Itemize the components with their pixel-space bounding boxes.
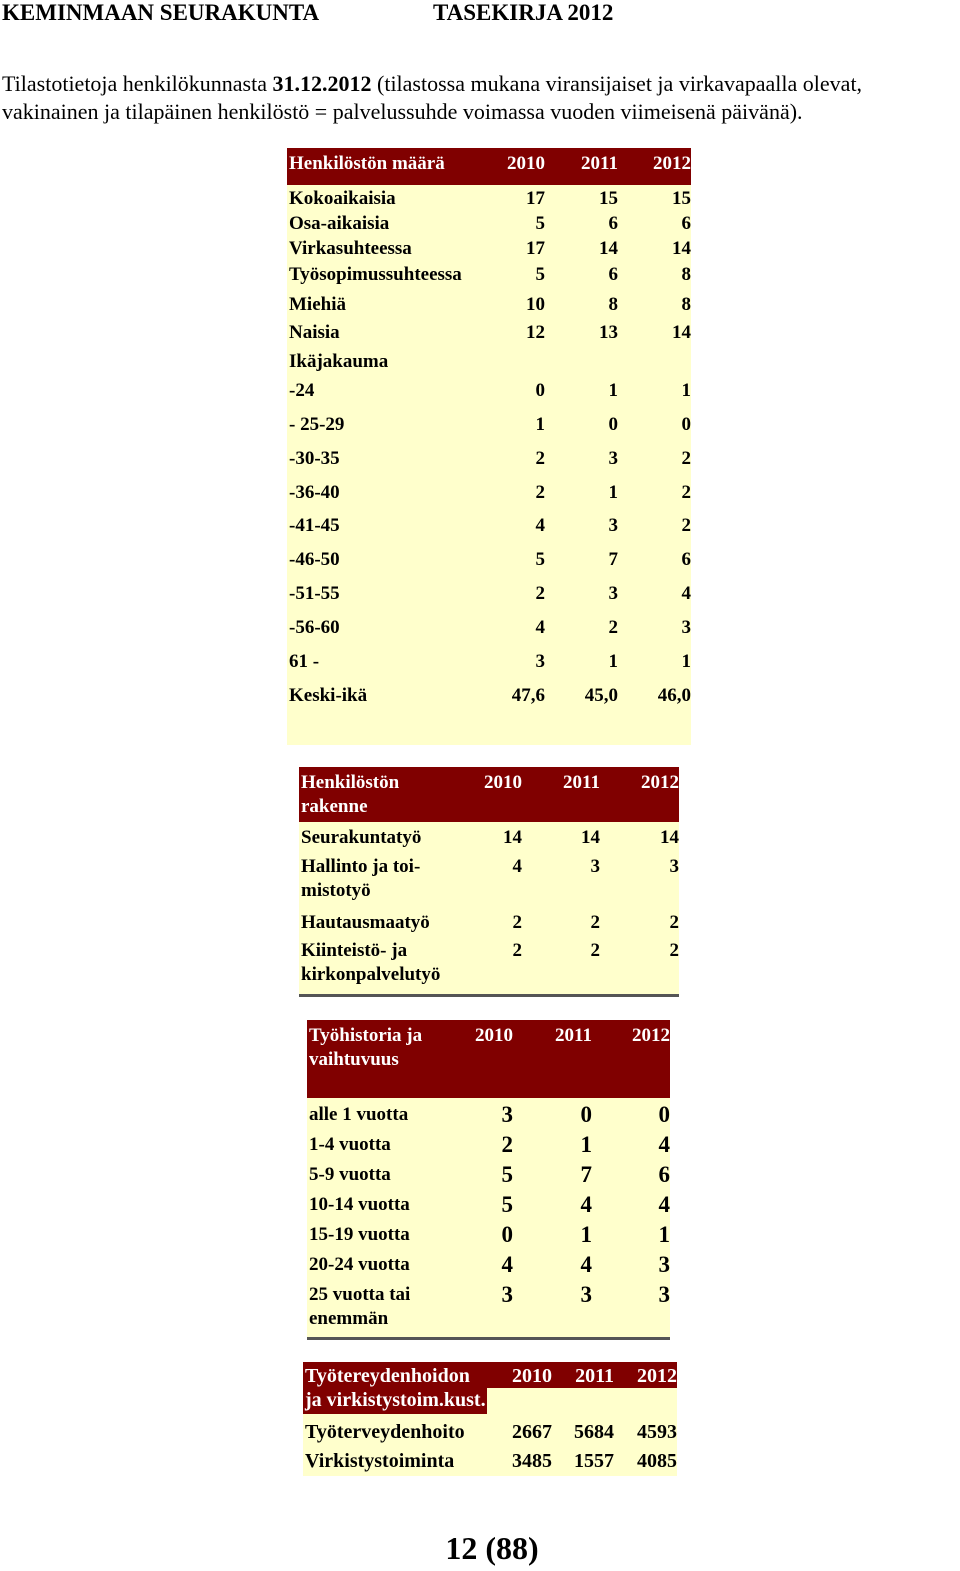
value-2011: 3 xyxy=(608,448,618,469)
row-label-line1: alle 1 vuotta xyxy=(309,1104,409,1125)
value-2011: 14 xyxy=(599,238,618,259)
value-2012: 6 xyxy=(681,549,691,570)
value-2010: 2 xyxy=(512,940,522,961)
row-label: -30-35 xyxy=(289,448,340,469)
occupational-health-title-line1: Työtereydenhoidon xyxy=(305,1365,470,1387)
row-label-line2: mistotyö xyxy=(301,880,371,901)
value-2012: 2 xyxy=(681,482,691,503)
work-history-table xyxy=(307,1020,670,1340)
value-2012: 3 xyxy=(681,617,691,638)
table-bottom-rule xyxy=(307,1337,670,1340)
value-2011: 3 xyxy=(608,515,618,536)
value-2011: 4 xyxy=(580,1192,592,1217)
row-label: -46-50 xyxy=(289,549,340,570)
intro-paragraph xyxy=(2,70,952,126)
value-2010: 1 xyxy=(535,414,545,435)
table-row xyxy=(287,188,691,212)
value-2010: 4 xyxy=(535,515,545,536)
value-2011: 3 xyxy=(590,856,600,877)
row-label: Keski-ikä xyxy=(289,685,368,706)
table-row xyxy=(287,414,691,438)
value-2012: 8 xyxy=(681,294,691,315)
table-row xyxy=(287,351,691,375)
intro-text-end: (tilastossa mukana viransijaiset ja virkavapaalla olevat, vakinainen ja tilapäinen henkilöstö = palvelussuhde voimassa vuoden viimeisenä päivänä). xyxy=(2,71,863,124)
value-2010: 3 xyxy=(501,1282,513,1307)
value-2011: 4 xyxy=(580,1252,592,1277)
row-label: Virkistystoiminta xyxy=(305,1450,455,1472)
year-2012-header: 2012 xyxy=(653,153,691,174)
value-2011: 13 xyxy=(599,322,618,343)
value-2010: 2 xyxy=(512,912,522,933)
value-2012: 2 xyxy=(681,515,691,536)
value-2011: 15 xyxy=(599,188,618,209)
value-2010: 5 xyxy=(501,1162,513,1187)
table-row xyxy=(287,651,691,675)
work-history-title-line1: Työhistoria ja xyxy=(309,1025,423,1046)
row-label-line1: 1-4 vuotta xyxy=(309,1134,391,1155)
year-2011-header: 2011 xyxy=(563,772,600,793)
value-2011: 2 xyxy=(590,912,600,933)
value-2011: 3 xyxy=(580,1282,592,1307)
row-label: -36-40 xyxy=(289,482,340,503)
page-number: 12 (88) xyxy=(445,1530,539,1566)
row-label-line1: Seurakuntatyö xyxy=(301,827,422,848)
row-label: -24 xyxy=(289,380,315,401)
intro-date: 31.12.2012 xyxy=(272,71,372,96)
row-label: Naisia xyxy=(289,322,340,343)
value-2012: 15 xyxy=(672,188,691,209)
row-label: Osa-aikaisia xyxy=(289,213,390,234)
row-label: -56-60 xyxy=(289,617,340,638)
year-2010-header: 2010 xyxy=(484,772,522,793)
value-2012: 2 xyxy=(681,448,691,469)
row-label-line1: Hallinto ja toi- xyxy=(301,856,421,877)
value-2010: 4 xyxy=(501,1252,513,1277)
row-label: -51-55 xyxy=(289,583,340,604)
value-2011: 1 xyxy=(580,1222,592,1247)
table-row xyxy=(287,264,691,288)
value-2012: 4085 xyxy=(637,1450,677,1472)
value-2010: 5 xyxy=(535,213,545,234)
table-row xyxy=(287,482,691,506)
value-2012: 3 xyxy=(658,1252,670,1277)
document-title: TASEKIRJA 2012 xyxy=(433,0,614,25)
value-2010: 3485 xyxy=(512,1450,552,1472)
row-label-line1: Hautausmaatyö xyxy=(301,912,430,933)
value-2011: 1 xyxy=(608,651,618,672)
staff-structure-header xyxy=(299,767,679,822)
value-2011: 14 xyxy=(581,827,600,848)
table-row xyxy=(287,322,691,346)
value-2012: 3 xyxy=(658,1282,670,1307)
staff-structure-table xyxy=(299,767,679,997)
occupational-health-table xyxy=(303,1362,677,1476)
value-2012: 1 xyxy=(658,1222,670,1247)
table-row xyxy=(287,549,691,573)
value-2010: 47,6 xyxy=(511,685,545,706)
value-2011: 1 xyxy=(580,1132,592,1157)
value-2012: 6 xyxy=(681,213,691,234)
row-label: Kokoaikaisia xyxy=(289,188,396,209)
value-2012: 14 xyxy=(672,238,691,259)
year-2012-header: 2012 xyxy=(641,772,679,793)
value-2011: 3 xyxy=(608,583,618,604)
work-history-header xyxy=(307,1020,670,1098)
year-2011-header: 2011 xyxy=(575,1365,614,1387)
value-2012: 2 xyxy=(669,912,679,933)
value-2011: 6 xyxy=(608,264,618,285)
table-row xyxy=(287,213,691,237)
org-name: KEMINMAAN SEURAKUNTA xyxy=(2,0,320,25)
row-label: -41-45 xyxy=(289,515,340,536)
table-row xyxy=(287,583,691,607)
value-2010: 14 xyxy=(503,827,522,848)
value-2012: 4 xyxy=(658,1192,670,1217)
value-2012: 0 xyxy=(658,1102,670,1127)
row-label-line1: 20-24 vuotta xyxy=(309,1254,410,1275)
value-2010: 3 xyxy=(501,1102,513,1127)
value-2011: 7 xyxy=(580,1162,592,1187)
staff-count-table xyxy=(287,148,691,745)
staff-count-title: Henkilöstön määrä xyxy=(289,153,445,174)
value-2010: 3 xyxy=(535,651,545,672)
value-2010: 2 xyxy=(535,482,545,503)
row-label: Virkasuhteessa xyxy=(289,238,412,259)
value-2010: 5 xyxy=(535,264,545,285)
intro-text-start: Tilastotietoja henkilökunnasta xyxy=(2,71,273,96)
table-row xyxy=(287,380,691,404)
row-label-line1: 5-9 vuotta xyxy=(309,1164,391,1185)
row-label: Työsopimussuhteessa xyxy=(289,264,462,285)
row-label-line1: Kiinteistö- ja xyxy=(301,940,408,961)
year-2011-header: 2011 xyxy=(555,1025,592,1046)
value-2011: 8 xyxy=(608,294,618,315)
staff-count-header xyxy=(287,148,691,185)
row-label: Työterveydenhoito xyxy=(305,1421,465,1443)
year-2012-header: 2012 xyxy=(632,1025,670,1046)
table-row xyxy=(287,685,691,709)
year-2010-header: 2010 xyxy=(475,1025,513,1046)
value-2010: 4 xyxy=(535,617,545,638)
value-2010: 12 xyxy=(526,322,545,343)
value-2011: 45,0 xyxy=(584,685,618,706)
table-row xyxy=(287,294,691,318)
row-label-line2: kirkonpalvelutyö xyxy=(301,964,441,985)
value-2012: 3 xyxy=(669,856,679,877)
value-2011: 2 xyxy=(608,617,618,638)
value-2010: 17 xyxy=(526,238,545,259)
value-2012: 8 xyxy=(681,264,691,285)
value-2011: 7 xyxy=(608,549,618,570)
year-2010-header: 2010 xyxy=(512,1365,552,1387)
value-2012: 14 xyxy=(672,322,691,343)
occupational-health-title-line2: ja virkistystoim.kust. xyxy=(305,1389,486,1411)
value-2012: 2 xyxy=(669,940,679,961)
staff-structure-title-line2: rakenne xyxy=(301,796,368,817)
row-label-line1: 15-19 vuotta xyxy=(309,1224,410,1245)
value-2011: 5684 xyxy=(574,1421,614,1443)
value-2012: 46,0 xyxy=(657,685,691,706)
row-label: 61 - xyxy=(289,651,320,672)
value-2012: 1 xyxy=(681,651,691,672)
row-label: Ikäjakauma xyxy=(289,351,389,372)
table-bottom-rule xyxy=(299,994,679,997)
value-2010: 5 xyxy=(501,1192,513,1217)
row-label-line1: 10-14 vuotta xyxy=(309,1194,410,1215)
value-2011: 1557 xyxy=(574,1450,614,1472)
value-2010: 0 xyxy=(501,1222,513,1247)
table-row xyxy=(287,515,691,539)
value-2012: 1 xyxy=(681,380,691,401)
value-2010: 2 xyxy=(535,583,545,604)
value-2012: 14 xyxy=(660,827,679,848)
value-2010: 2 xyxy=(501,1132,513,1157)
value-2011: 0 xyxy=(580,1102,592,1127)
row-label: Miehiä xyxy=(289,294,346,315)
table-row xyxy=(287,238,691,262)
row-label-line1: 25 vuotta tai xyxy=(309,1284,411,1305)
value-2010: 2667 xyxy=(512,1421,552,1443)
value-2011: 2 xyxy=(590,940,600,961)
value-2012: 4593 xyxy=(637,1421,677,1443)
value-2010: 10 xyxy=(526,294,545,315)
value-2012: 4 xyxy=(658,1132,670,1157)
value-2011: 1 xyxy=(608,482,618,503)
table-row xyxy=(287,617,691,641)
value-2012: 4 xyxy=(681,583,691,604)
value-2012: 0 xyxy=(681,414,691,435)
table-row xyxy=(287,448,691,472)
year-2011-header: 2011 xyxy=(581,153,618,174)
value-2011: 1 xyxy=(608,380,618,401)
row-label-line2: enemmän xyxy=(309,1308,389,1329)
row-label: - 25-29 xyxy=(289,414,345,435)
value-2010: 4 xyxy=(512,856,522,877)
value-2010: 0 xyxy=(535,380,545,401)
value-2012: 6 xyxy=(658,1162,670,1187)
year-2012-header: 2012 xyxy=(637,1365,677,1387)
year-2010-header: 2010 xyxy=(507,153,545,174)
work-history-title-line2: vaihtuvuus xyxy=(309,1049,399,1070)
value-2010: 5 xyxy=(535,549,545,570)
value-2011: 0 xyxy=(608,414,618,435)
value-2011: 6 xyxy=(608,213,618,234)
staff-structure-title-line1: Henkilöstön xyxy=(301,772,400,793)
value-2010: 17 xyxy=(526,188,545,209)
value-2010: 2 xyxy=(535,448,545,469)
